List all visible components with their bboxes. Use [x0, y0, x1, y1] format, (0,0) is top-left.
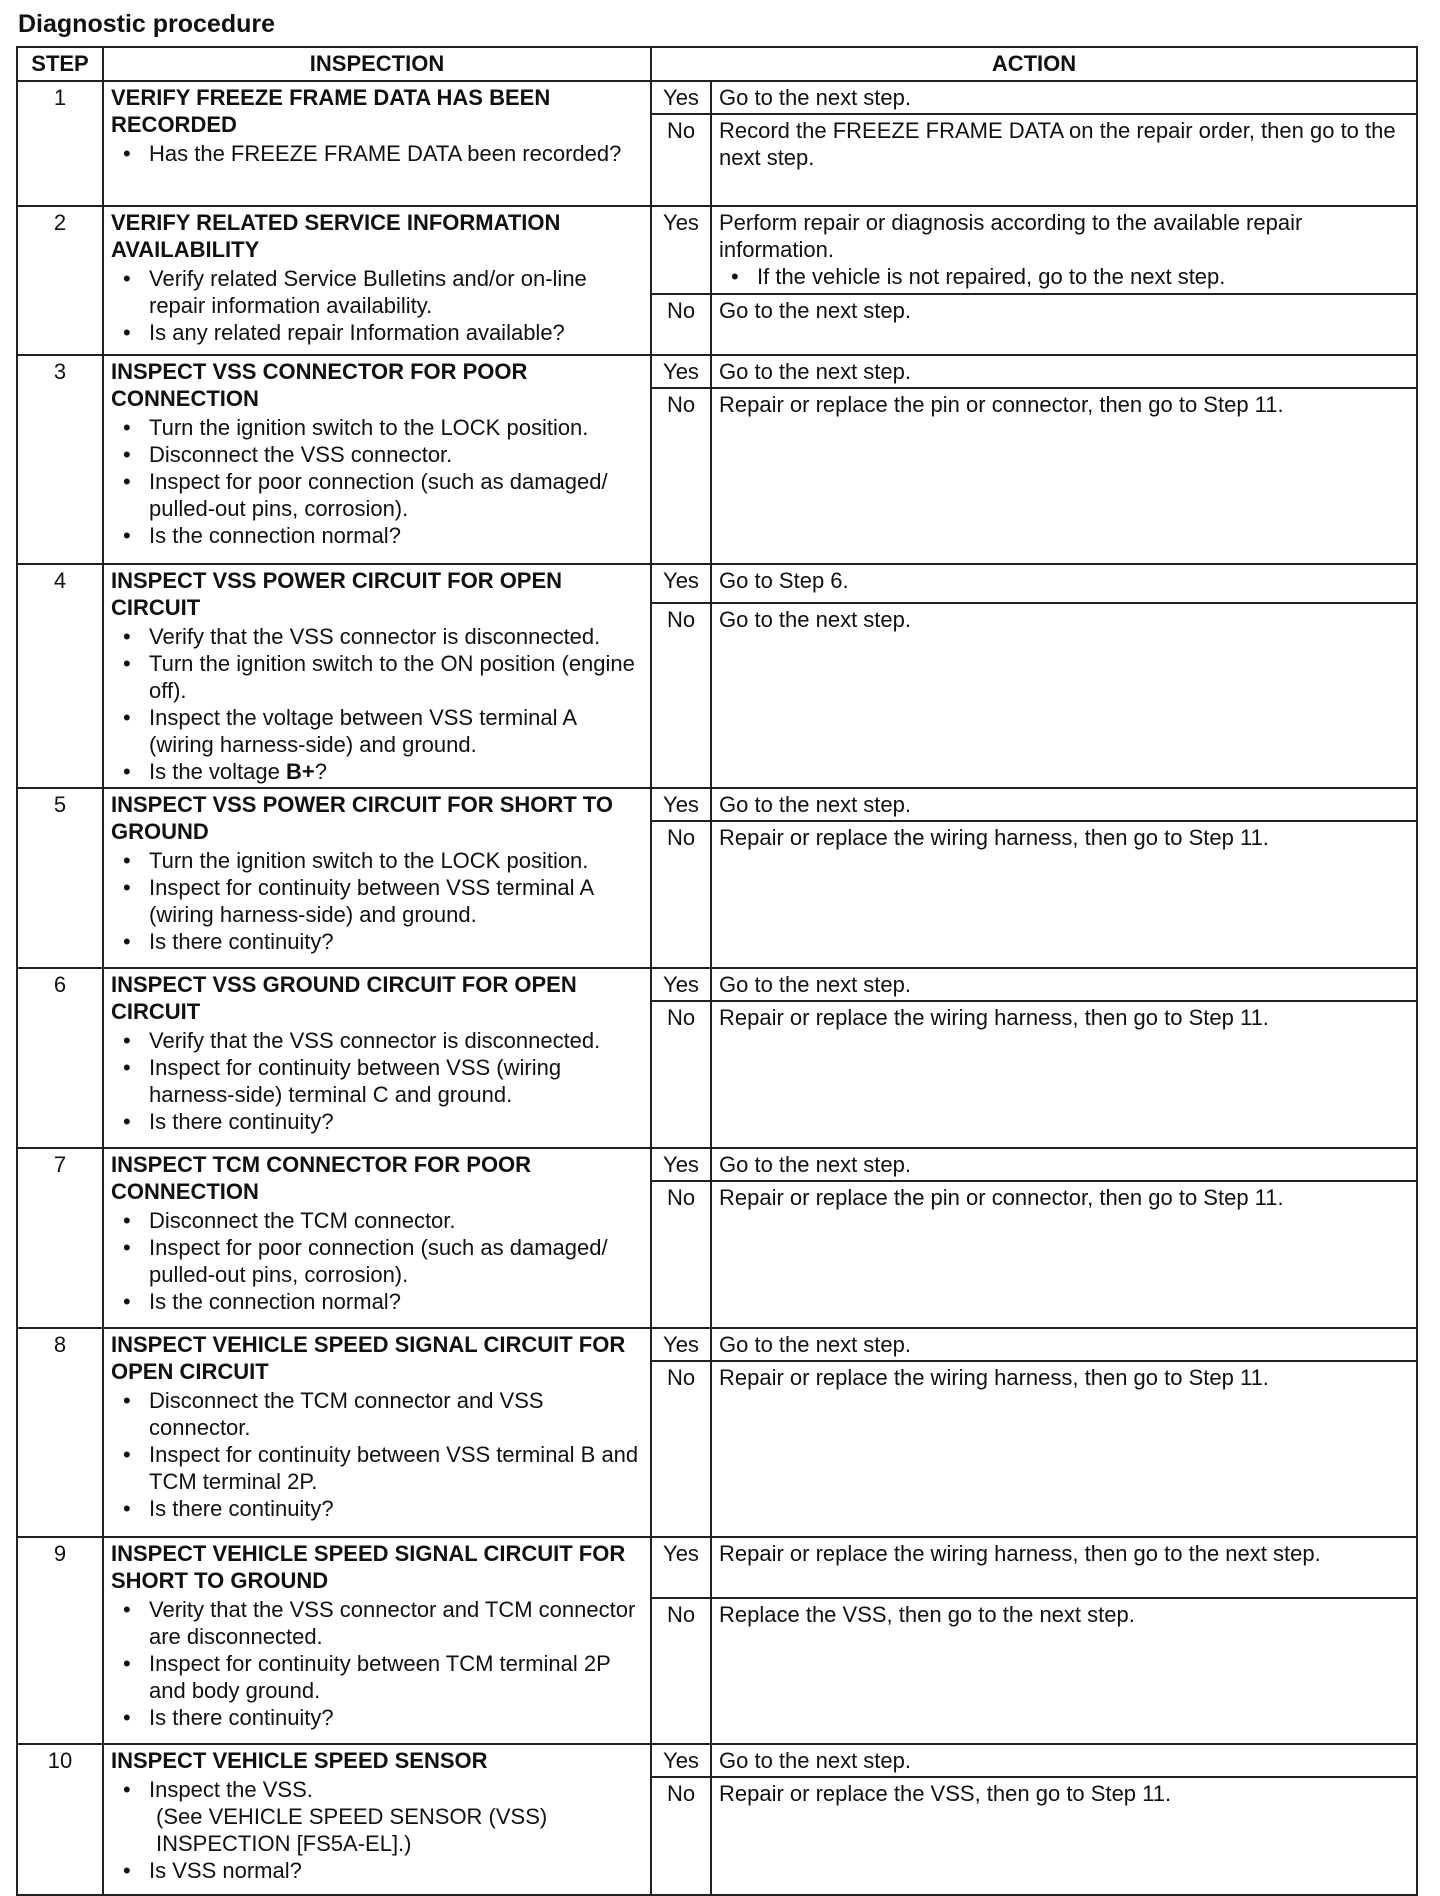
step-number: 2 — [17, 206, 103, 355]
inspection-cell — [103, 968, 651, 1148]
no-action: Go to the next step. — [711, 294, 1417, 355]
no-label: No — [651, 821, 711, 968]
yes-action — [711, 206, 1417, 294]
yes-label: Yes — [651, 1328, 711, 1361]
no-action: Repair or replace the wiring harness, then go to Step 11. — [711, 1001, 1417, 1148]
yes-label: Yes — [651, 81, 711, 114]
list-item: • Inspect for continuity between VSS terminal B and TCM terminal 2P. — [149, 1441, 643, 1495]
yes-label: Yes — [651, 1148, 711, 1181]
inspection-bullets — [111, 414, 643, 549]
inspection-cell — [103, 1537, 651, 1744]
list-item: • Has the FREEZE FRAME DATA been recorded? — [149, 140, 643, 167]
inspection-title: INSPECT VEHICLE SPEED SENSOR — [111, 1748, 488, 1773]
list-item: • Verify that the VSS connector is disconnected. — [149, 623, 643, 650]
step-number: 1 — [17, 81, 103, 206]
page-title: Diagnostic procedure — [18, 10, 275, 38]
inspection-cell — [103, 1328, 651, 1537]
no-label: No — [651, 1598, 711, 1744]
inspection-bullets — [111, 1207, 643, 1315]
no-label: No — [651, 1001, 711, 1148]
yes-label: Yes — [651, 355, 711, 388]
inspection-bullets — [111, 623, 643, 785]
yes-label: Yes — [651, 788, 711, 821]
inspection-cell — [103, 564, 651, 788]
step-number: 8 — [17, 1328, 103, 1537]
yes-action: Go to the next step. — [711, 1148, 1417, 1181]
inspection-title: INSPECT VEHICLE SPEED SIGNAL CIRCUIT FOR OPEN CIRCUIT — [111, 1332, 626, 1384]
inspection-bullets — [111, 265, 643, 346]
list-item: • Disconnect the TCM connector and VSS connector. — [149, 1387, 643, 1441]
list-item: • Inspect for poor connection (such as damaged/ pulled-out pins, corrosion). — [149, 468, 643, 522]
yes-label: Yes — [651, 206, 711, 294]
inspection-bullets — [111, 1776, 643, 1803]
yes-label: Yes — [651, 968, 711, 1001]
yes-action-text: Perform repair or diagnosis according to the available repair information. — [719, 210, 1303, 262]
yes-label: Yes — [651, 564, 711, 603]
list-item: • Inspect the VSS. — [149, 1776, 643, 1803]
list-item: • Turn the ignition switch to the LOCK position. — [149, 847, 643, 874]
yes-action: Go to the next step. — [711, 1744, 1417, 1777]
no-action: Repair or replace the VSS, then go to Step 11. — [711, 1777, 1417, 1895]
list-item: • Turn the ignition switch to the ON position (engine off). — [149, 650, 643, 704]
list-item: • Inspect for continuity between TCM terminal 2P and body ground. — [149, 1650, 643, 1704]
step-number: 5 — [17, 788, 103, 968]
yes-action: Repair or replace the wiring harness, then go to the next step. — [711, 1537, 1417, 1598]
no-label: No — [651, 603, 711, 788]
inspection-title: VERIFY FREEZE FRAME DATA HAS BEEN RECORDED — [111, 85, 551, 137]
table-row — [17, 1744, 1417, 1777]
table-row — [17, 81, 1417, 114]
no-action: Repair or replace the pin or connector, then go to Step 11. — [711, 388, 1417, 564]
inspection-cell — [103, 81, 651, 206]
no-label: No — [651, 294, 711, 355]
table-row — [17, 355, 1417, 388]
list-item: • Turn the ignition switch to the LOCK position. — [149, 414, 643, 441]
inspection-note: (See VEHICLE SPEED SENSOR (VSS) INSPECTION [FS5A-EL].) — [156, 1804, 548, 1856]
list-item: • Verity that the VSS connector and TCM connector are disconnected. — [149, 1596, 643, 1650]
no-action: Repair or replace the wiring harness, then go to Step 11. — [711, 821, 1417, 968]
table-row — [17, 564, 1417, 603]
table-row — [17, 206, 1417, 294]
header-inspection: INSPECTION — [103, 47, 651, 81]
list-item: • Is there continuity? — [149, 1704, 643, 1731]
step-number: 9 — [17, 1537, 103, 1744]
table-row — [17, 1148, 1417, 1181]
no-action: Replace the VSS, then go to the next step. — [711, 1598, 1417, 1744]
inspection-title: VERIFY RELATED SERVICE INFORMATION AVAILABILITY — [111, 210, 561, 262]
inspection-title: INSPECT VSS GROUND CIRCUIT FOR OPEN CIRCUIT — [111, 972, 577, 1024]
yes-action: Go to the next step. — [711, 968, 1417, 1001]
inspection-title: INSPECT VSS POWER CIRCUIT FOR OPEN CIRCUIT — [111, 568, 563, 620]
action-bullets — [719, 263, 1409, 290]
list-item — [149, 758, 643, 785]
list-item: • Inspect for continuity between VSS (wiring harness-side) terminal C and ground. — [149, 1054, 643, 1108]
yes-action: Go to Step 6. — [711, 564, 1417, 603]
yes-label: Yes — [651, 1744, 711, 1777]
header-action: ACTION — [651, 47, 1417, 81]
inspection-bullets — [111, 1596, 643, 1731]
step-number: 7 — [17, 1148, 103, 1328]
table-header-row — [17, 47, 1417, 81]
inspection-title: INSPECT VEHICLE SPEED SIGNAL CIRCUIT FOR SHORT TO GROUND — [111, 1541, 626, 1593]
no-label: No — [651, 1181, 711, 1328]
yes-action: Go to the next step. — [711, 355, 1417, 388]
list-item: • Is there continuity? — [149, 928, 643, 955]
list-item: • Inspect for continuity between VSS terminal A (wiring harness-side) and ground. — [149, 874, 643, 928]
inspection-bullets — [111, 847, 643, 955]
inspection-title: INSPECT VSS CONNECTOR FOR POOR CONNECTION — [111, 359, 528, 411]
list-item: • Is there continuity? — [149, 1108, 643, 1135]
inspection-cell — [103, 355, 651, 564]
list-item: • Verify related Service Bulletins and/or on-line repair information availability. — [149, 265, 643, 319]
list-item: • Is there continuity? — [149, 1495, 643, 1522]
inspection-bullets — [111, 1387, 643, 1522]
list-item: • Is the connection normal? — [149, 522, 643, 549]
yes-action: Go to the next step. — [711, 788, 1417, 821]
yes-action: Go to the next step. — [711, 1328, 1417, 1361]
diagnostic-table — [16, 46, 1418, 1896]
bullet-text: Is the voltage — [149, 759, 286, 784]
yes-label: Yes — [651, 1537, 711, 1598]
list-item: • Inspect the voltage between VSS terminal A (wiring harness-side) and ground. — [149, 704, 643, 758]
list-item: • Is VSS normal? — [149, 1857, 643, 1884]
inspection-title: INSPECT TCM CONNECTOR FOR POOR CONNECTION — [111, 1152, 532, 1204]
header-step: STEP — [17, 47, 103, 81]
no-action: Record the FREEZE FRAME DATA on the repair order, then go to the next step. — [711, 114, 1417, 206]
no-action: Repair or replace the pin or connector, then go to Step 11. — [711, 1181, 1417, 1328]
no-action: Go to the next step. — [711, 603, 1417, 788]
inspection-bullets — [111, 1857, 643, 1884]
table-row — [17, 788, 1417, 821]
list-item: • Disconnect the TCM connector. — [149, 1207, 643, 1234]
no-label: No — [651, 1361, 711, 1537]
no-action: Repair or replace the wiring harness, then go to Step 11. — [711, 1361, 1417, 1537]
list-item: • Disconnect the VSS connector. — [149, 441, 643, 468]
list-item: • Inspect for poor connection (such as damaged/ pulled-out pins, corrosion). — [149, 1234, 643, 1288]
yes-action: Go to the next step. — [711, 81, 1417, 114]
list-item: • Is the connection normal? — [149, 1288, 643, 1315]
no-label: No — [651, 388, 711, 564]
step-number: 6 — [17, 968, 103, 1148]
inspection-cell — [103, 1148, 651, 1328]
table-row — [17, 1328, 1417, 1361]
inspection-bullets — [111, 1027, 643, 1135]
inspection-bullets — [111, 140, 643, 167]
table-row — [17, 1537, 1417, 1598]
no-label: No — [651, 1777, 711, 1895]
inspection-cell — [103, 206, 651, 355]
list-item: • If the vehicle is not repaired, go to the next step. — [757, 263, 1409, 290]
table-row — [17, 968, 1417, 1001]
step-number: 10 — [17, 1744, 103, 1895]
step-number: 4 — [17, 564, 103, 788]
list-item: • Verify that the VSS connector is disconnected. — [149, 1027, 643, 1054]
inspection-title: INSPECT VSS POWER CIRCUIT FOR SHORT TO GROUND — [111, 792, 613, 844]
step-number: 3 — [17, 355, 103, 564]
inspection-cell — [103, 788, 651, 968]
bullet-text: ? — [314, 759, 327, 784]
inspection-cell — [103, 1744, 651, 1895]
list-item: • Is any related repair Information available? — [149, 319, 643, 346]
no-label: No — [651, 114, 711, 206]
voltage-value: B+ — [285, 759, 315, 784]
